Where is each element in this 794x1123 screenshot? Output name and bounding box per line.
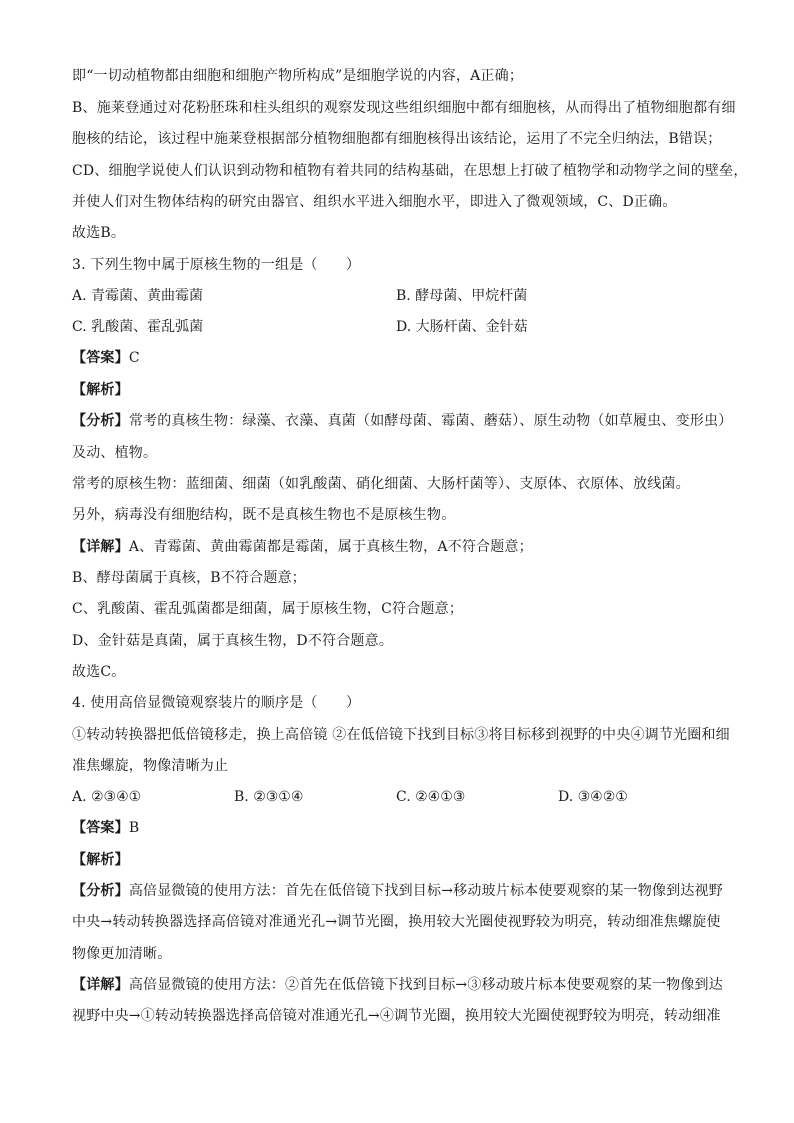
analysis-tag: 【解析】 <box>72 382 129 398</box>
q3-fenxi-2: 及动、植物。 <box>72 445 158 461</box>
prev-line-5: 并使人们对生物体结构的研究由器官、组织水平进入细胞水平，即进入了微观领域，C、D正确。 <box>72 194 677 210</box>
prev-line-1: 即“一切动植物都由细胞和细胞产物所构成”是细胞学说的内容，A正确； <box>72 68 524 84</box>
answer-tag: 【答案】 <box>72 820 129 836</box>
q4-answer <box>72 818 139 838</box>
q4-option-b: B. ②③①④ <box>234 789 304 805</box>
q3-fenxi-1 <box>72 411 732 431</box>
q4-option-d: D. ③④②① <box>558 789 628 805</box>
q3-stem: 3. 下列生物中属于原核生物的一组是（ ） <box>72 257 361 273</box>
q4-analysis-tag <box>72 850 129 870</box>
fenxi-tag: 【分析】 <box>72 883 129 899</box>
q3-fenxi-3: 常考的原核生物：蓝细菌、细菌（如乳酸菌、硝化细菌、大肠杆菌等）、支原体、衣原体、放线菌。 <box>72 476 690 492</box>
q4-xiangjie-1 <box>72 975 723 995</box>
answer-value: B <box>128 820 140 836</box>
q3-xiangjie-1 <box>72 537 533 557</box>
xiangjie-text: A、青霉菌、黄曲霉菌都是霉菌，属于真核生物，A不符合题意； <box>128 539 533 555</box>
prev-line-3: 胞核的结论，该过程中施莱登根据部分植物细胞都有细胞核得出该结论，运用了不完全归纳法，B错误； <box>72 131 722 147</box>
q3-option-b: B. 酵母菌、甲烷杆菌 <box>396 288 528 304</box>
fenxi-text: 常考的真核生物：绿藻、衣藻、真菌（如酵母菌、霉菌、蘑菇）、原生动物（如草履虫、变形虫） <box>128 413 733 429</box>
prev-line-4: CD、细胞学说使人们认识到动物和植物有着共同的结构基础，在思想上打破了植物学和动物学之间的壁垒， <box>72 163 748 179</box>
analysis-tag: 【解析】 <box>72 852 129 868</box>
q3-xiangjie-4: D、金针菇是真菌，属于真核生物，D不符合题意。 <box>72 633 394 649</box>
q4-fenxi-1 <box>72 881 723 901</box>
xiangjie-tag: 【详解】 <box>72 977 129 993</box>
q3-analysis-tag <box>72 380 129 400</box>
q3-fenxi-4: 另外，病毒没有细胞结构，既不是真核生物也不是原核生物。 <box>72 507 456 523</box>
fenxi-tag: 【分析】 <box>72 413 129 429</box>
prev-line-2: B、施莱登通过对花粉胚珠和柱头组织的观察发现这些组织细胞中都有细胞核，从而得出了植物细胞都有细 <box>72 100 736 116</box>
q4-fenxi-2: 中央→转动转换器选择高倍镜对准通光孔→调节光圈，换用较大光圈使视野较为明亮，转动细准焦螺旋使 <box>72 914 721 930</box>
q3-xiangjie-5: 故选C。 <box>72 664 126 680</box>
q4-desc-1: ①转动转换器把低倍镜移走，换上高倍镜 ②在低倍镜下找到目标③将目标移到视野的中央④调节光圈和细 <box>72 727 730 743</box>
prev-line-6: 故选B。 <box>72 225 126 241</box>
answer-tag: 【答案】 <box>72 350 129 366</box>
xiangjie-text: 高倍显微镜的使用方法：②首先在低倍镜下找到目标→③移动玻片标本使要观察的某一物像到达 <box>128 977 723 993</box>
q4-option-c: C. ②④①③ <box>396 789 466 805</box>
q3-option-c: C. 乳酸菌、霍乱弧菌 <box>72 319 204 335</box>
q4-desc-2: 准焦螺旋，物像清晰为止 <box>72 758 229 774</box>
q3-option-a: A. 青霉菌、黄曲霉菌 <box>72 288 204 304</box>
xiangjie-tag: 【详解】 <box>72 539 129 555</box>
q4-stem: 4. 使用高倍显微镜观察装片的顺序是（ ） <box>72 695 361 711</box>
answer-value: C <box>128 350 140 366</box>
q4-option-a: A. ②③④① <box>72 789 142 805</box>
q3-xiangjie-2: B、酵母菌属于真核，B不符合题意； <box>72 570 306 586</box>
fenxi-text: 高倍显微镜的使用方法：首先在低倍镜下找到目标→移动玻片标本使要观察的某一物像到达视野 <box>128 883 723 899</box>
q4-xiangjie-2: 视野中央→①转动转换器选择高倍镜对准通光孔→④调节光圈，换用较大光圈使视野较为明亮，转动细准 <box>72 1008 721 1024</box>
q3-xiangjie-3: C、乳酸菌、霍乱弧菌都是细菌，属于原核生物，C符合题意； <box>72 601 464 617</box>
q4-fenxi-3: 物像更加清晰。 <box>72 946 172 962</box>
q3-option-d: D. 大肠杆菌、金针菇 <box>396 319 528 335</box>
q3-answer <box>72 348 140 368</box>
